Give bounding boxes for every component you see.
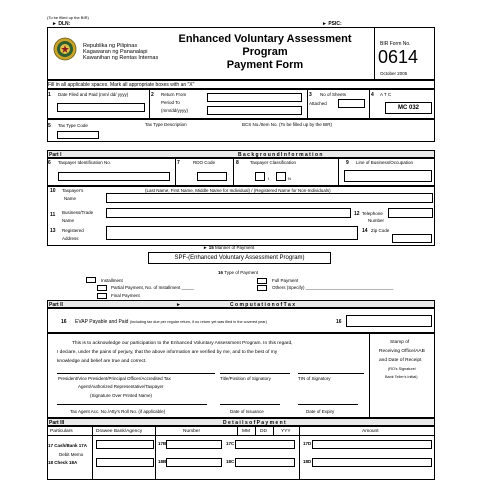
cash-date-input[interactable] [235, 440, 295, 449]
part3-label: Part III [49, 420, 65, 426]
tax-type-desc-label: Tax Type Description [145, 122, 187, 127]
field-6-num: 6 [48, 160, 51, 166]
field-16-heading [218, 270, 258, 275]
field-12-num: 12 [354, 211, 360, 217]
field-15-label: Manner of Payment [215, 245, 255, 250]
psic-text: PSIC: [328, 21, 342, 27]
row17b-label: 17B [158, 441, 167, 446]
sig1-line-c: (Signature Over Printed Name) [90, 393, 153, 398]
evap-label: EVAP Payable and Paid [75, 319, 129, 325]
field-6-label: Taxpayer Identification No. [58, 160, 112, 165]
evap-num: 16 [61, 319, 67, 325]
field-14-label: Zip Code [371, 228, 390, 233]
sheets-attached-input[interactable] [338, 99, 365, 108]
row18-label [48, 460, 77, 465]
check-amount-input[interactable] [312, 458, 432, 467]
tin-input[interactable] [58, 172, 170, 181]
col-particulars: Particulars [50, 429, 73, 434]
stamp-line4: (RO's Signature/ [388, 367, 416, 371]
partial-payment-label: Partial Payment, No. of Installment _____ [111, 285, 195, 290]
form-title-line1: Enhanced Voluntary Assessment [178, 33, 352, 45]
debit-memo-label: Debit Memo [59, 452, 84, 457]
sig2-label: Title/Position of Signatory [220, 376, 271, 381]
top-note: (To be filled up the BIR) [47, 15, 89, 20]
field-15-heading [203, 245, 254, 250]
row17-label [48, 443, 87, 448]
address-input[interactable] [106, 226, 358, 240]
date-issuance-label: Date of Issuance [230, 409, 264, 414]
field-3-label-a: No of Sheets [320, 92, 347, 97]
part3-header [47, 418, 435, 426]
evap-amount-input[interactable] [346, 315, 432, 327]
field-16-num: 16 [218, 270, 224, 275]
period-to-input[interactable] [207, 106, 302, 115]
stamp-line2: Receiving Office/AAB [379, 349, 425, 354]
row-tax-type [47, 119, 435, 142]
part1-header [47, 150, 435, 158]
part2-heading: C o m p u t a t i o n o f T a x [230, 302, 295, 308]
date-filed-input[interactable] [57, 103, 145, 112]
sig3-label: TIN of Signatory [298, 376, 331, 381]
arrow-right-icon: ► [203, 245, 208, 250]
field-9-num: 9 [346, 160, 349, 166]
field-11-label-b: Name [62, 218, 75, 223]
field-14-num: 14 [362, 228, 368, 234]
part1-heading: B a c k g r o u n d I n f o r m a t i o n [238, 152, 323, 158]
dln-text: DLN: [58, 21, 71, 27]
classification-individual-checkbox[interactable] [255, 172, 265, 181]
field-12-label-b: Number [368, 218, 385, 223]
partial-payment-checkbox[interactable] [97, 285, 107, 291]
field-2-num: 2 [151, 92, 154, 98]
tax-type-code-input[interactable] [57, 131, 99, 139]
evap-text [75, 319, 267, 325]
classification-n-label: N [288, 176, 291, 181]
zip-code-input[interactable] [392, 234, 432, 243]
field-13-label-b: Address [62, 236, 79, 241]
col-yyy: YYY [281, 429, 291, 434]
line-of-business-input[interactable] [344, 170, 432, 182]
form-number: 0614 [378, 47, 419, 67]
check-date-input[interactable] [235, 458, 295, 467]
agent-acc-label: Tax Agent Acc. No./Atty's Roll No. (if applicable) [70, 409, 166, 414]
stamp-line1: Stamp of [390, 340, 410, 345]
agency-line3: Kawanihan ng Rentas Internas [83, 55, 159, 61]
field-2-label-a: Return From [161, 92, 187, 97]
agency-line1: Republika ng Pilipinas [83, 43, 138, 49]
part1-label: Part I [49, 152, 62, 158]
taxpayer-name-input[interactable] [106, 193, 433, 203]
form-title-line2: Program [242, 46, 288, 58]
part2-header [47, 300, 435, 308]
row18c-label: 18C [226, 459, 235, 464]
evap-hint: (including tax due per regular return, if no return yet was filed in the covered year) [129, 320, 267, 324]
sig1-line-a: President/Vice President/Principal Officer/Accredited Tax [58, 376, 171, 381]
agency-line2: Kagawaran ng Pananalapi [83, 49, 148, 55]
final-payment-label: Final Payment [111, 293, 140, 298]
row17-text: 17 Cash/Bank [48, 443, 78, 448]
field-11-label-a: Business/Trade [62, 210, 94, 215]
field-10-label-b: Name [64, 196, 77, 201]
field-13-num: 13 [50, 228, 56, 234]
field-8-label: Taxpayer Classification [250, 160, 297, 165]
period-from-input[interactable] [207, 93, 302, 102]
field-3-label-b: Attached [309, 101, 327, 106]
manner-of-payment-value: SPF-(Enhanced Voluntary Assessment Program) [174, 255, 305, 261]
arrow-right-icon: ► [176, 302, 181, 308]
stamp-line5: Bank Teller's Initial) [385, 375, 418, 379]
classification-i-label: I [268, 176, 270, 181]
field-12-label-a: Telephone [362, 211, 383, 216]
part3-heading: D e t a i l s o f P a y m e n t [223, 420, 286, 426]
col-mm: MM [242, 429, 250, 434]
bir-seal-icon [53, 37, 77, 61]
field-13-label-a: Registered [62, 228, 84, 233]
field-10-hint: (Last Name, First Name, Middle Name for Individual) / (Registered Name for Non-Individuals) [145, 188, 331, 193]
instructions-text: Fill in all applicable spaces. Mark all appropriate boxes with an "X" [48, 82, 195, 88]
bcs-label: BCS No./Item No. (To be filled up by the BIR) [242, 122, 333, 127]
installment-label: Installment [101, 278, 123, 283]
field-7-num: 7 [177, 160, 180, 166]
field-3-num: 3 [309, 92, 312, 98]
field-8-num: 8 [236, 160, 239, 166]
field-10-num: 10 [50, 188, 56, 194]
check-number-input[interactable] [166, 458, 222, 467]
field-2-label-b: Period To [161, 100, 180, 105]
field-1-label: Date Filed and Paid (mm/ dd/ yyyy) [58, 92, 129, 97]
field-1-num: 1 [48, 92, 51, 98]
sig1-line-b: Agent/Authorized Representative/Taxpayer [78, 384, 164, 389]
col-dd: DD [260, 429, 267, 434]
row18-text: 18 Check [48, 460, 68, 465]
field-4-num: 4 [371, 92, 374, 98]
field-2-label-c: (mm/dd/yyyy) [161, 108, 188, 113]
field-4-label: A T C [380, 92, 392, 97]
field-16-label: Type of Payment [224, 270, 258, 275]
col-amount: Amount [362, 429, 379, 434]
field-9-label: Line of Business/Occupation [356, 160, 414, 165]
row17c-label: 17C [226, 441, 235, 446]
telephone-input[interactable] [388, 208, 433, 218]
declaration-line2: I declare, under the pains of perjury, that the above information are verified by me, and to the best of my [57, 350, 278, 355]
field-11-num: 11 [50, 212, 56, 218]
field-10-label-a: Taxpayer's [62, 188, 84, 193]
form-no-label: BIR Form No. [380, 41, 411, 47]
installment-checkbox[interactable] [86, 277, 96, 283]
col-drawee-bank: Drawee Bank/Agency [96, 429, 143, 434]
stamp-line3: and Date of Receipt [379, 358, 422, 363]
atc-value: MC 032 [398, 105, 420, 111]
date-expiry-label: Date of Expiry [306, 409, 335, 414]
field-15-num: 15 [208, 245, 214, 250]
full-payment-checkbox[interactable] [257, 278, 267, 284]
field-5-label: Tax Type Code [58, 123, 88, 128]
col-number: Number [183, 429, 201, 434]
others-checkbox[interactable] [257, 285, 267, 291]
cash-number-input[interactable] [166, 440, 222, 449]
arrow-right-icon: ► [322, 21, 327, 27]
form-title-line3: Payment Form [226, 59, 304, 71]
arrow-right-icon: ► [52, 21, 57, 27]
cash-amount-input[interactable] [312, 440, 432, 449]
field-5-num: 5 [48, 123, 51, 129]
row17d-label: 17D [303, 441, 312, 446]
row18a-label: 18A [69, 460, 78, 465]
others-label: Others (Specify) ___________________________________ [272, 285, 394, 290]
row18b-label: 18B [158, 459, 167, 464]
declaration-line3: knowledge and belief are true and correct. [57, 359, 147, 364]
form-edition: October 2005 [380, 71, 408, 76]
field-7-label: RDO Code [193, 160, 216, 165]
row17a-label: 17A [78, 443, 88, 448]
part2-label: Part II [49, 302, 63, 308]
declaration-line1: This is to acknowledge our participation to the Enhanced Voluntary Assessment Program. In this regard, [72, 341, 293, 346]
final-payment-checkbox[interactable] [97, 293, 107, 299]
classification-nonindividual-checkbox[interactable] [276, 172, 286, 181]
check-bank-input[interactable] [96, 458, 154, 467]
row18d-label: 18D [303, 459, 312, 464]
full-payment-label: Full Payment [272, 278, 299, 283]
business-name-input[interactable] [106, 208, 351, 218]
rdo-code-input[interactable] [197, 172, 227, 181]
cash-bank-agency-input[interactable] [96, 440, 154, 449]
evap-box-num: 16 [336, 319, 342, 325]
